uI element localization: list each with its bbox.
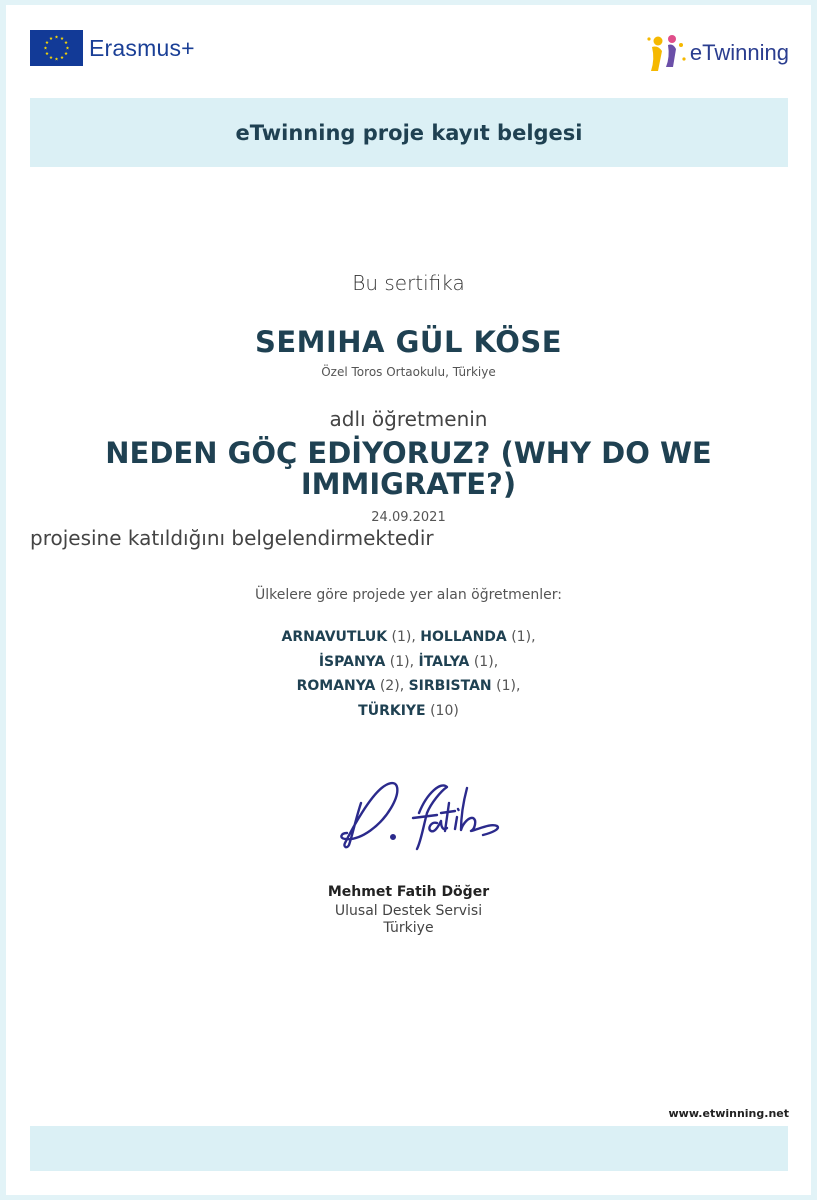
eu-star-icon <box>60 56 63 59</box>
country-name: ARNAVUTLUK <box>281 629 388 645</box>
country-name: HOLLANDA <box>420 629 507 645</box>
eu-star-icon <box>44 46 47 49</box>
etwinning-figures-icon <box>646 31 688 75</box>
eu-star-icon <box>55 35 58 38</box>
signatory-role: Ulusal Destek Servisi <box>334 903 483 919</box>
country-item: ARNAVUTLUK (1), <box>281 629 416 645</box>
country-count: (10) <box>430 702 459 719</box>
etwinning-logo-text: eTwinning <box>689 40 789 65</box>
title-band <box>30 98 788 167</box>
footer-band <box>30 1126 788 1171</box>
eu-star-icon <box>64 41 67 44</box>
country-name: TÜRKIYE <box>358 702 426 719</box>
countries-list <box>206 625 611 723</box>
erasmus-logo <box>30 30 195 66</box>
teacher-name: SEMIHA GÜL KÖSE <box>254 325 563 359</box>
website-url: www.etwinning.net <box>668 1107 789 1120</box>
country-count: (1) <box>496 678 516 694</box>
etwinning-logo <box>646 31 789 75</box>
country-name: İSPANYA <box>318 653 386 670</box>
project-date: 24.09.2021 <box>371 510 446 525</box>
country-name: ROMANYA <box>296 678 376 694</box>
eu-flag-icon <box>30 30 83 66</box>
eu-star-icon <box>55 57 58 60</box>
country-item: HOLLANDA (1), <box>420 629 536 645</box>
eu-star-icon <box>45 41 48 44</box>
project-title: NEDEN GÖÇ EDİYORUZ? (WHY DO WE IMMIGRATE?) <box>105 436 712 501</box>
country-count: (1) <box>511 629 532 645</box>
erasmus-logo-text: Erasmus+ <box>89 34 195 61</box>
countries-label: Ülkelere göre projede yer alan öğretmenler: <box>254 587 563 603</box>
country-item: SIRBISTAN (1), <box>408 678 521 694</box>
certificate-page <box>6 5 811 1195</box>
eu-star-icon <box>60 37 63 40</box>
eu-star-icon <box>49 56 52 59</box>
country-item <box>358 703 459 719</box>
confirmation-text: projesine katıldığını belgelendirmektedir <box>30 526 434 550</box>
eu-star-icon <box>45 52 48 55</box>
country-count: (1) <box>389 653 410 670</box>
teacher-phrase: adlı öğretmenin <box>329 407 488 431</box>
country-name: İTALYA <box>418 653 470 670</box>
country-count: (1) <box>391 629 412 645</box>
signature-image <box>331 773 511 858</box>
school-name: Özel Toros Ortaokulu, Türkiye <box>321 365 496 379</box>
eu-star-icon <box>49 37 52 40</box>
country-count: (1) <box>473 653 494 670</box>
document-title: eTwinning proje kayıt belgesi <box>235 120 583 145</box>
signatory-name: Mehmet Fatih Döğer <box>327 884 490 900</box>
eu-star-icon <box>66 46 69 49</box>
country-item: ROMANYA (2), <box>296 678 405 694</box>
country-item: İSPANYA (1), <box>318 653 415 670</box>
signatory-country: Türkiye <box>383 920 434 936</box>
country-name: SIRBISTAN <box>408 678 492 694</box>
certificate-intro: Bu sertifika <box>352 271 465 295</box>
country-count: (2) <box>379 678 400 694</box>
country-item: İTALYA (1), <box>418 653 499 670</box>
eu-star-icon <box>64 52 67 55</box>
